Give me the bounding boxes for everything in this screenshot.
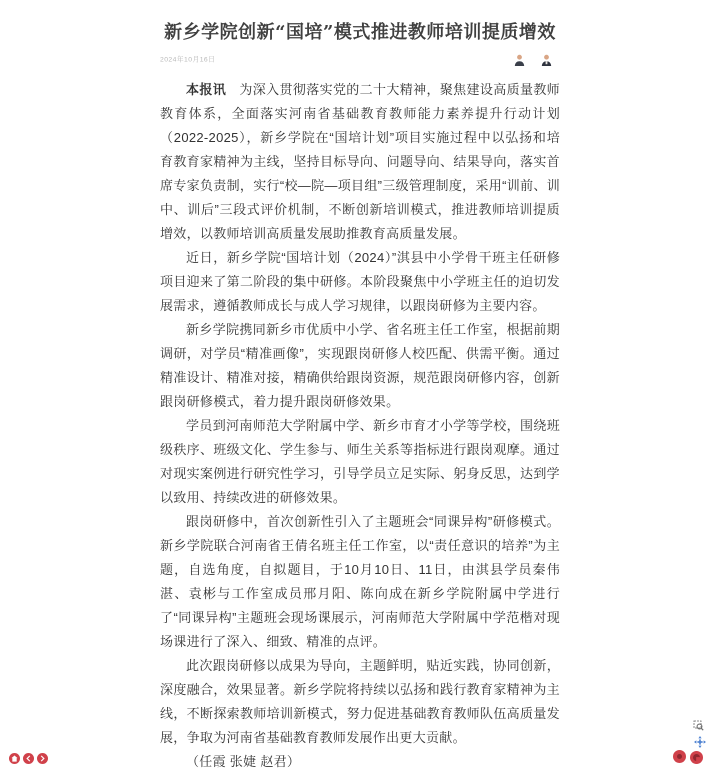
home-button[interactable] <box>9 753 20 764</box>
paragraph: 学员到河南师范大学附属中学、新乡市育才小学等学校，围绕班级秩序、班级文化、学生参与、师生关系等指标进行跟岗观摩。通过对现实案例进行研究性学习，引导学员立足实际、躬身反思，达到学以致用、持续改进的研修效果。 <box>160 418 560 505</box>
paragraph: 新乡学院携同新乡市优质中小学、省名班主任工作室，根据前期调研，对学员“精准画像”，实现跟岗研修人校匹配、供需平衡。通过精准设计、精准对接，精确供给跟岗资源，规范跟岗研修内容，创新跟岗研修模式，着力提升跟岗研修效果。 <box>160 322 560 409</box>
author-avatar-icon[interactable] <box>541 53 552 65</box>
pan-move-icon <box>694 735 706 752</box>
zoom-out-button[interactable] <box>673 750 686 763</box>
home-icon <box>9 755 20 762</box>
paragraph: 此次跟岗研修以成果为导向，主题鲜明，贴近实践，协同创新，深度融合，效果显著。新乡学院将持续以弘扬和践行教育家精神为主线，不断探索教师培训新模式，努力促进基础教育教师队伍高质量发展，争取为河南省基础教育教师发展作出更大贡献。 <box>160 658 560 745</box>
paragraph <box>160 78 560 246</box>
paragraph: 近日，新乡学院“国培计划（2024）”淇县中小学骨干班主任研修项目迎来了第二阶段的集中研修。本阶段聚焦中小学班主任的迫切发展需求，遵循教师成长与成人学习规律，以跟岗研修为主要内容。 <box>160 250 560 313</box>
zoom-in-button[interactable] <box>690 751 703 764</box>
prev-button[interactable] <box>23 753 34 764</box>
paragraph-text: 为深入贯彻落实党的二十大精神，聚焦建设高质量教师教育体系，全面落实河南省基础教育教师能力素养提升行动计划（2022-2025），新乡学院在“国培计划”项目实施过程中以弘扬和培育教育家精神为主线，坚持目标导向、问题导向、结果导向，落实首席专家负责制，实行“校—院—项目组”三级管理制度，采用“训前、训中、训后”三段式评价机制，不断创新培训模式，推进教师培训提质增效，以教师培训高质量发展助推教育高质量发展。 <box>160 82 560 241</box>
article-body <box>160 78 560 774</box>
author-avatar-icon[interactable] <box>514 53 525 65</box>
byline: （任霞 张婕 赵君） <box>186 754 301 769</box>
chevron-right-icon <box>37 755 48 762</box>
lead-label: 本报讯 <box>186 82 227 97</box>
nav-button-cluster <box>9 753 48 764</box>
chevron-left-icon <box>23 755 34 762</box>
author-avatars <box>514 53 552 65</box>
paragraph: 跟岗研修中，首次创新性引入了主题班会“同课异构”研修模式。新乡学院联合河南省王倩名班主任工作室，以“责任意识的培养”为主题，自选角度，自拟题目，于10月10日、11日，由淇县学员秦伟湛、袁彬与工作室成员邢月阳、陈向成在新乡学院附属中学进行了“同课异构”主题班会现场课展示，河南师范大学附属中学范楷对现场课进行了深入、细致、精准的点评。 <box>160 514 560 649</box>
article-page <box>160 10 560 774</box>
article-meta <box>160 50 560 68</box>
region-zoom-icon <box>693 718 704 735</box>
pan-button[interactable] <box>694 735 706 747</box>
region-zoom-button[interactable] <box>693 718 704 729</box>
page-title: 新乡学院创新“国培”模式推进教师培训提质增效 <box>164 22 556 43</box>
tool-button-cluster <box>673 718 713 768</box>
publish-date: 2024年10月16日 <box>160 55 216 63</box>
next-button[interactable] <box>37 753 48 764</box>
